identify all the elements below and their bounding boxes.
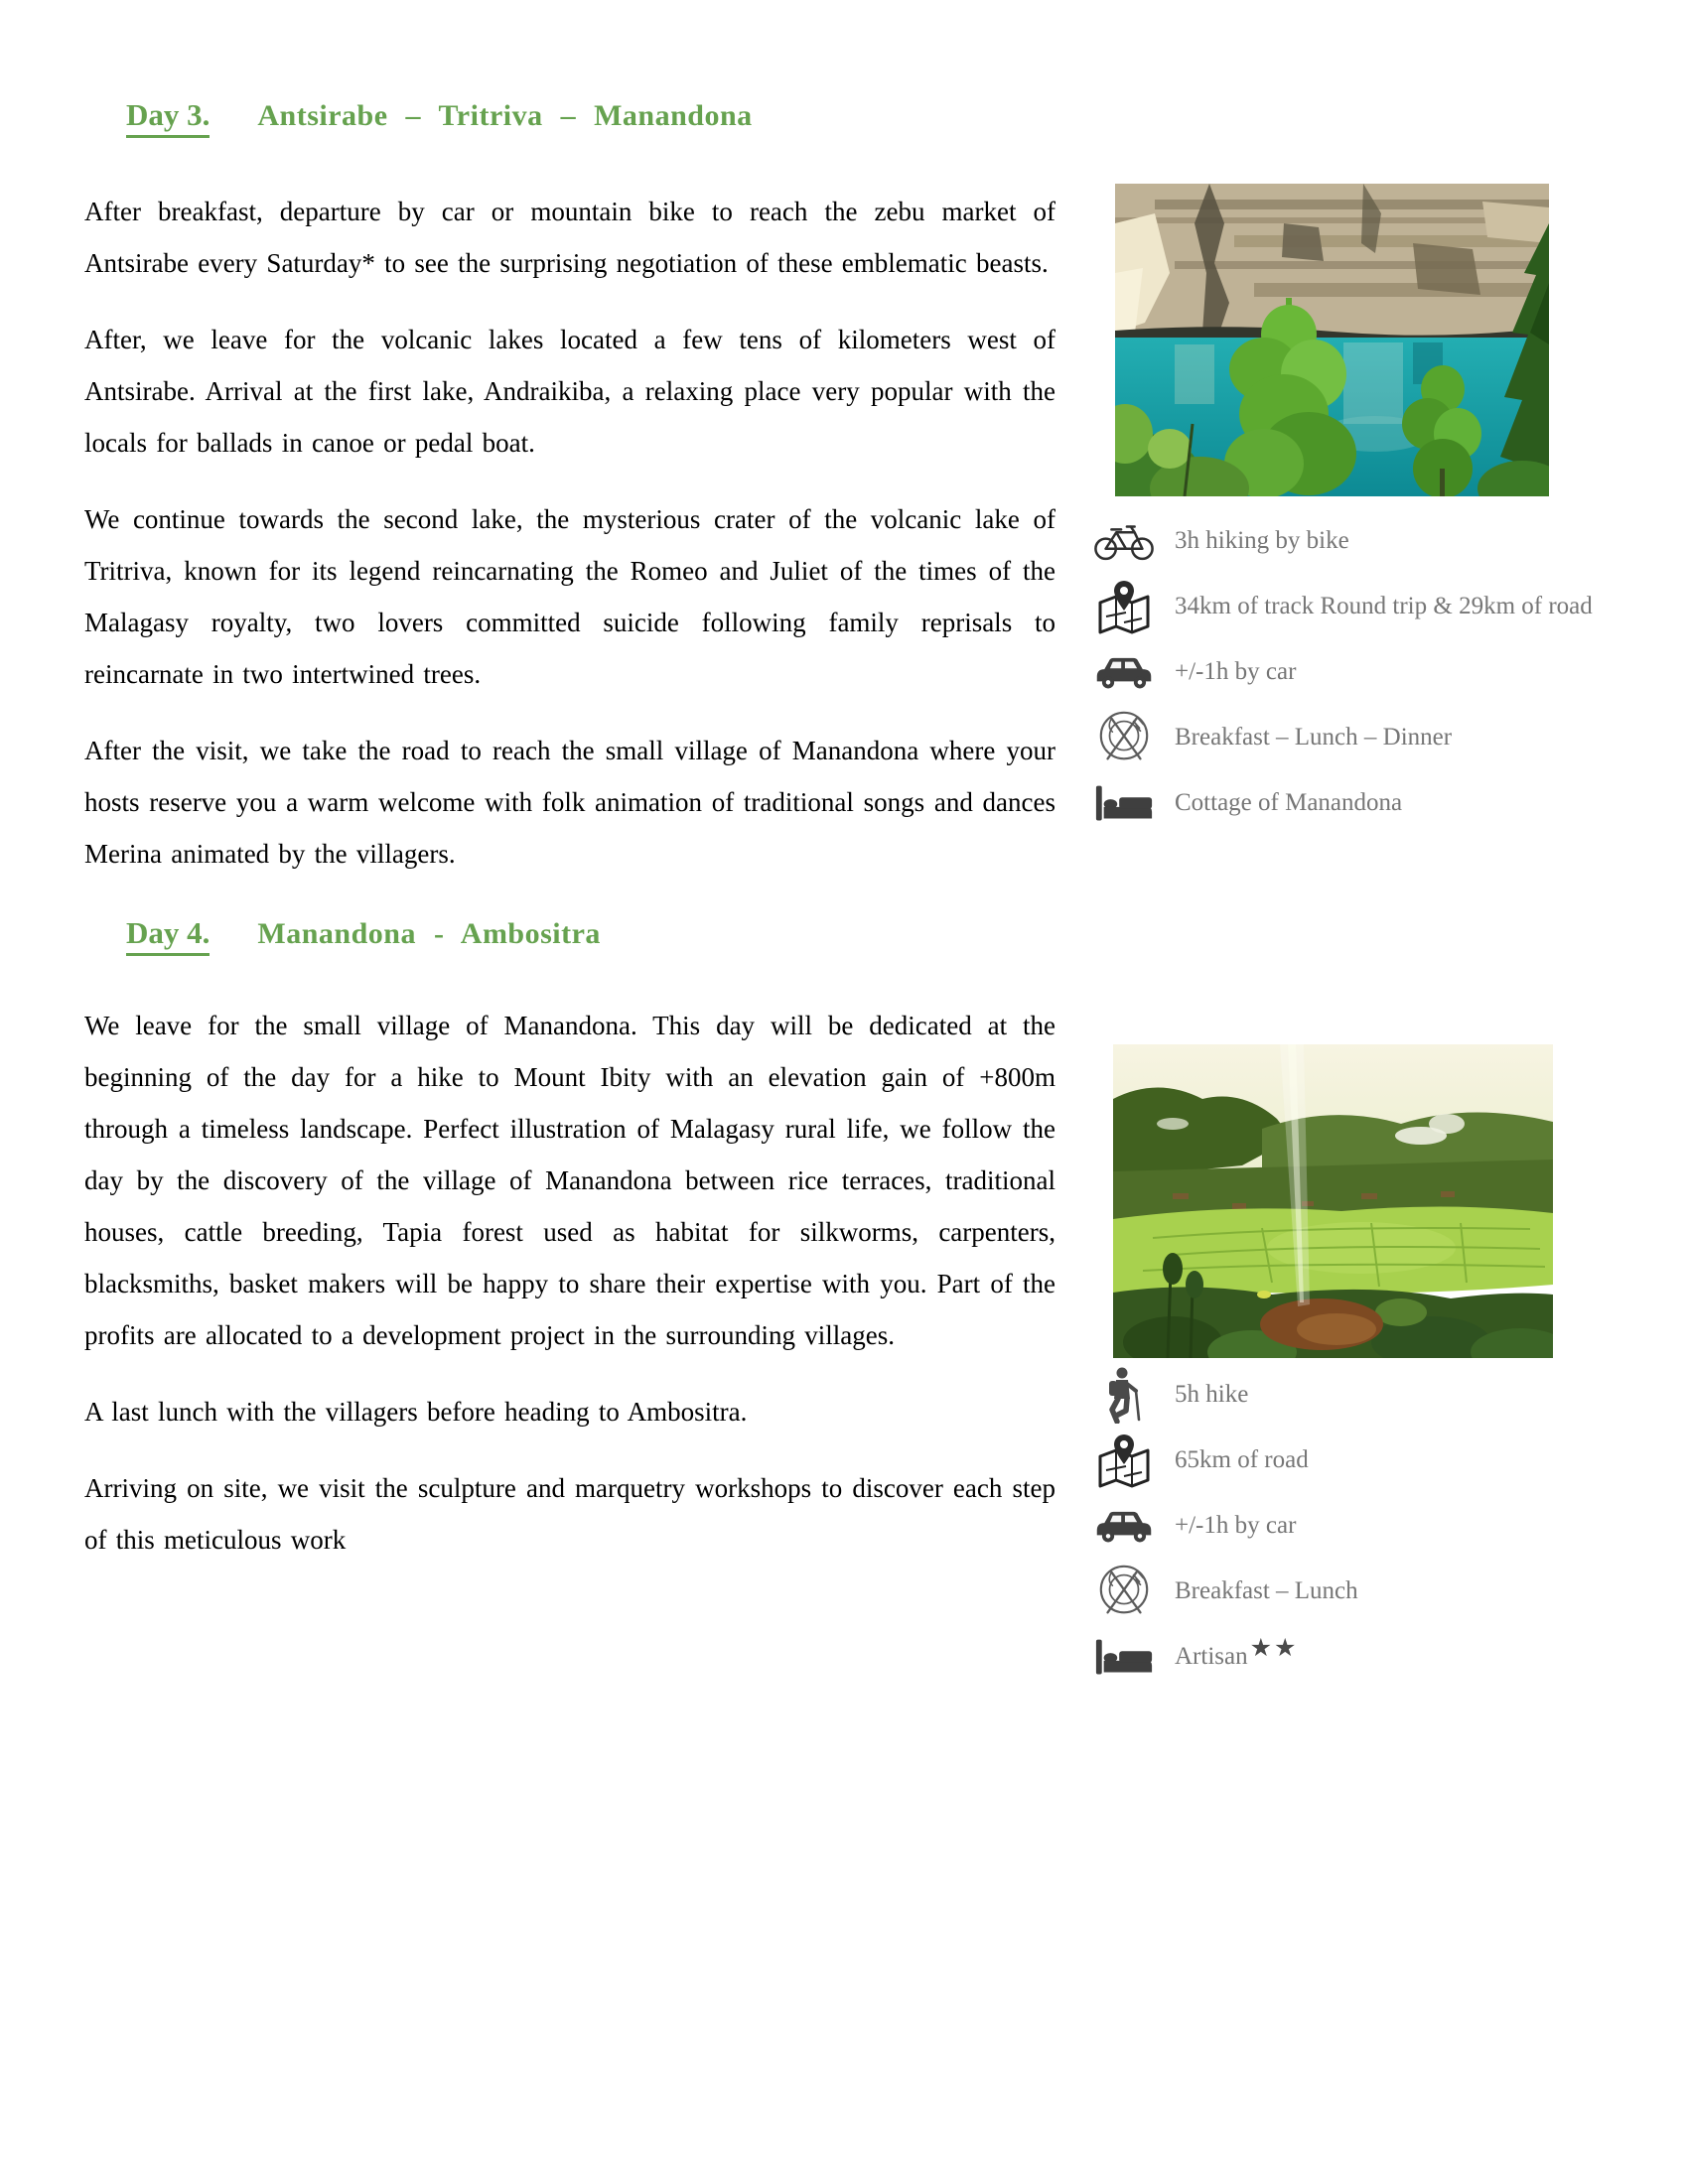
day4-label: Day 4. <box>126 915 210 956</box>
info-row-distance <box>1085 574 1661 639</box>
map-pin-icon <box>1085 579 1163 634</box>
info-row-distance <box>1085 1428 1661 1493</box>
photo-crater-lake-cliff <box>1115 184 1549 496</box>
day4-title: Manandona - Ambositra <box>257 917 601 950</box>
paragraph: After, we leave for the volcanic lakes located a few tens of kilometers west of Antsirabe. Arrival at the first lake, Andraikiba, a relaxing place very popular with the locals for ballads in canoe or pedal boat. <box>84 325 1055 458</box>
info-row-bike <box>1085 508 1661 574</box>
info-label: Breakfast – Lunch – Dinner <box>1175 724 1453 751</box>
bicycle-icon <box>1085 520 1163 562</box>
car-icon <box>1085 654 1163 690</box>
photo-rice-valley <box>1113 1044 1553 1358</box>
paragraph: A last lunch with the villagers before heading to Ambositra. <box>84 1397 748 1427</box>
info-label: +/-1h by car <box>1175 1512 1297 1539</box>
info-row-car <box>1085 639 1661 705</box>
paragraph: After breakfast, departure by car or mountain bike to reach the zebu market of Antsirabe every Saturday* to see the surprising negotiation of these emblematic beasts. <box>84 197 1055 278</box>
restaurant-icon <box>1085 1563 1163 1620</box>
info-row-meals <box>1085 1559 1661 1624</box>
restaurant-icon <box>1085 709 1163 766</box>
info-row-meals <box>1085 705 1661 770</box>
text-column <box>84 0 1055 1590</box>
day3-info-list <box>1085 508 1661 836</box>
paragraph: Arriving on site, we visit the sculpture and marquetry workshops to discover each step of this meticulous work <box>84 1473 1055 1555</box>
day4-info-list <box>1085 1362 1661 1690</box>
info-label: 34km of track Round trip & 29km of road <box>1175 593 1593 619</box>
bed-icon <box>1085 1637 1163 1677</box>
info-label: 5h hike <box>1175 1381 1249 1408</box>
map-pin-icon <box>1085 1433 1163 1488</box>
info-label: 3h hiking by bike <box>1175 527 1349 554</box>
info-label: 65km of road <box>1175 1446 1309 1473</box>
info-label: Cottage of Manandona <box>1175 789 1403 816</box>
paragraph: We leave for the small village of Manandona. This day will be dedicated at the beginning of the day for a hike to Mount Ibity with an elevation gain of +800m through a timeless landscape. Perfect illustration of Malagasy rural life, we follow the day by the discovery of the village of Manandona between rice terraces, traditional houses, cattle breeding, Tapia forest used as habitat for silkworms, carpenters, blacksmiths, basket makers will be happy to share their expertise with you. Part of the profits are allocated to a development project in the surrounding villages. <box>84 1011 1055 1350</box>
info-row-hike <box>1085 1362 1661 1428</box>
info-label: +/-1h by car <box>1175 658 1297 685</box>
hotel-stars: ★★ <box>1249 1632 1299 1662</box>
day3-label: Day 3. <box>126 97 210 138</box>
day4-heading <box>126 915 1055 956</box>
day3-heading <box>126 0 1055 138</box>
day3-title: Antsirabe – Tritriva – Manandona <box>257 99 753 132</box>
info-label: Breakfast – Lunch <box>1175 1577 1358 1604</box>
bed-icon <box>1085 783 1163 823</box>
info-row-car <box>1085 1493 1661 1559</box>
info-label: Artisan <box>1175 1643 1248 1670</box>
paragraph: We continue towards the second lake, the mysterious crater of the volcanic lake of Tritriva, known for its legend reincarnating the Romeo and Juliet of the times of the Malagasy royalty, two lovers committed suicide following family reprisals to reincarnate in two intertwined trees. <box>84 504 1055 689</box>
paragraph: After the visit, we take the road to reach the small village of Manandona where your hosts reserve you a warm welcome with folk animation of traditional songs and dances Merina animated by the villagers. <box>84 736 1055 869</box>
car-icon <box>1085 1508 1163 1544</box>
info-row-lodging <box>1085 1624 1661 1690</box>
info-row-lodging <box>1085 770 1661 836</box>
hiker-icon <box>1085 1366 1163 1424</box>
